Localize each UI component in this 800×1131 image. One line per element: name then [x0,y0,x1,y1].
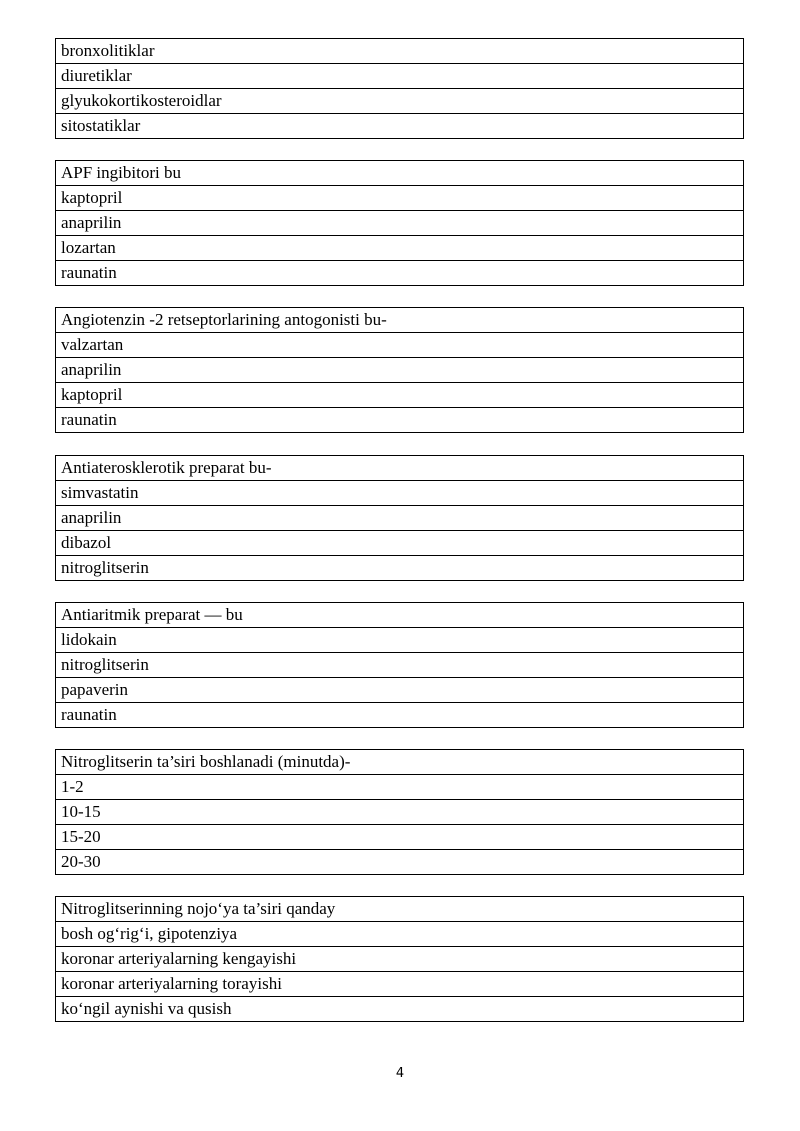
answer-cell: koronar arteriyalarning kengayishi [56,947,744,972]
answer-cell: raunatin [56,703,744,728]
answer-cell: bronxolitiklar [56,39,744,64]
question-cell: Antiaterosklerotik preparat bu- [56,456,744,481]
question-table [55,160,744,286]
answer-cell: 15-20 [56,825,744,850]
answer-cell: simvastatin [56,481,744,506]
answer-row [56,39,744,64]
question-row [56,161,744,186]
answer-row [56,89,744,114]
answer-cell: koronar arteriyalarning torayishi [56,972,744,997]
question-table [55,307,744,433]
answer-row [56,703,744,728]
answer-row [56,922,744,947]
answer-cell: diuretiklar [56,64,744,89]
question-row [56,456,744,481]
answer-row [56,408,744,433]
answer-row [56,947,744,972]
answer-cell: 1-2 [56,775,744,800]
answer-table-continued [55,38,744,139]
answer-row [56,64,744,89]
question-cell: Nitroglitserin ta’siri boshlanadi (minutda)- [56,750,744,775]
question-table [55,602,744,728]
answer-row [56,481,744,506]
answer-row [56,186,744,211]
answer-cell: dibazol [56,531,744,556]
answer-row [56,236,744,261]
answer-cell: kaptopril [56,186,744,211]
answer-cell: nitroglitserin [56,556,744,581]
answer-row [56,850,744,875]
answer-row [56,114,744,139]
answer-row [56,775,744,800]
question-cell: Nitroglitserinning nojo‘ya ta’siri qanday [56,897,744,922]
question-row [56,308,744,333]
answer-cell: nitroglitserin [56,653,744,678]
answer-cell: glyukokortikosteroidlar [56,89,744,114]
answer-cell: 20-30 [56,850,744,875]
question-cell: Antiaritmik preparat — bu [56,603,744,628]
answer-cell: anaprilin [56,358,744,383]
question-table [55,749,744,875]
answer-row [56,358,744,383]
question-cell: Angiotenzin -2 retseptorlarining antogonisti bu- [56,308,744,333]
answer-row [56,800,744,825]
answer-cell: sitostatiklar [56,114,744,139]
question-table [55,455,744,581]
answer-cell: bosh og‘rig‘i, gipotenziya [56,922,744,947]
answer-row [56,506,744,531]
answer-row [56,333,744,358]
answer-cell: valzartan [56,333,744,358]
answer-cell: raunatin [56,261,744,286]
answer-cell: ko‘ngil aynishi va qusish [56,997,744,1022]
page-number: 4 [395,1066,405,1081]
question-row [56,603,744,628]
answer-row [56,972,744,997]
answer-row [56,628,744,653]
answer-row [56,383,744,408]
answer-cell: anaprilin [56,211,744,236]
answer-row [56,678,744,703]
answer-cell: lozartan [56,236,744,261]
question-table [55,896,744,1022]
answer-row [56,653,744,678]
answer-row [56,261,744,286]
answer-row [56,825,744,850]
answer-row [56,211,744,236]
answer-cell: kaptopril [56,383,744,408]
answer-cell: lidokain [56,628,744,653]
answer-cell: anaprilin [56,506,744,531]
answer-cell: papaverin [56,678,744,703]
answer-cell: 10-15 [56,800,744,825]
question-row [56,750,744,775]
answer-row [56,531,744,556]
answer-cell: raunatin [56,408,744,433]
answer-row [56,556,744,581]
question-cell: APF ingibitori bu [56,161,744,186]
question-row [56,897,744,922]
answer-row [56,997,744,1022]
